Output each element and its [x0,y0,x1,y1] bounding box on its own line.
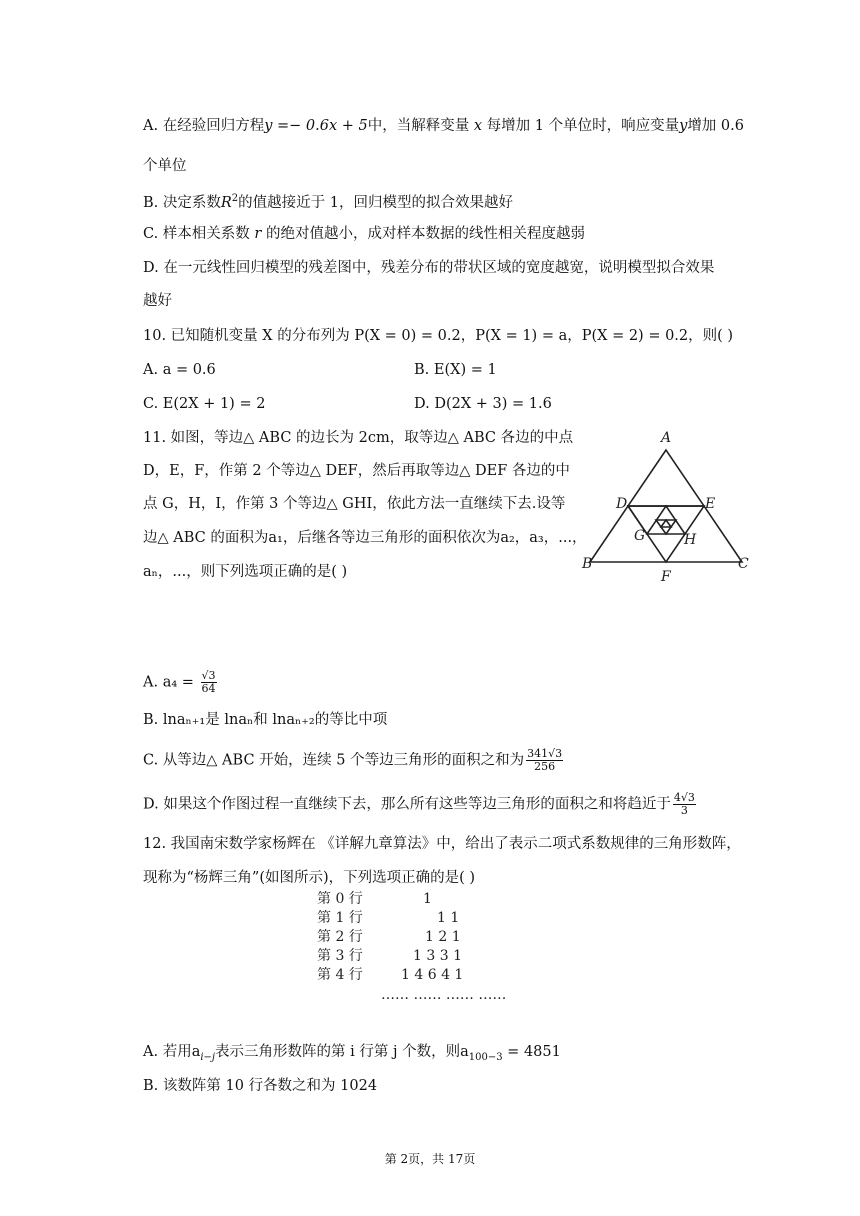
q9-a-prefix: A. 在经验回归方程 [143,118,265,134]
q12-a-pre: A. 若用a [143,1044,201,1060]
q10-option-c: C. E(2X + 1) = 2 [143,396,266,412]
q9-b-text2: 的值越接近于 1，回归模型的拟合效果越好 [238,194,514,211]
q12-a-sub2: 100−3 [468,1051,503,1063]
q11-d-num: 4√3 [673,791,695,804]
yh-row-label: 第 0 行 [317,891,363,907]
label-g: G [634,528,646,544]
q9-option-a [143,116,744,136]
label-c: C [738,556,749,572]
label-h: H [684,532,697,548]
yh-row-label: 第 2 行 [317,929,363,945]
q11-d-frac [673,792,696,817]
q9-a-y: y [679,118,688,134]
q12-a-end: = 4851 [502,1044,561,1060]
yh-row-label: 第 3 行 [317,948,363,964]
q9-option-c [143,224,585,244]
q9-c-text1: C. 样本相关系数 [143,226,250,242]
q9-c-text2: 的绝对值越小，成对样本数据的线性相关程度越弱 [265,226,585,242]
q11-c-frac [526,748,563,773]
q11-option-b: B. lnaₙ₊₁是 lnaₙ和 lnaₙ₊₂的等比中项 [143,712,388,728]
label-b: B [582,556,593,572]
yh-row-nums: 1 [423,891,432,907]
q11-c-pre: C. 从等边△ ABC 开始，连续 5 个等边三角形的面积之和为 [143,752,525,769]
label-a: A [661,430,672,446]
q9-a-line2: 个单位 [143,158,187,174]
yh-row-nums: 1 3 3 1 [413,948,462,964]
q11-line5: aₙ，...，则下列选项正确的是( ) [143,564,348,580]
q9-option-b: B. 决定系数$R^2$的值越接近于 1，回归模型的拟合效果越好 [143,193,514,211]
yh-row-label: 第 4 行 [317,967,363,983]
q11-a-frac [201,670,217,695]
q11-a-den: 64 [201,682,216,695]
label-e: E [705,496,716,512]
q11-c-num: 341√3 [527,747,563,760]
yh-row-nums: 1 1 [437,910,460,926]
q11-line4: 边△ ABC 的面积为a₁，后继各等边三角形的面积依次为a₂，a₃，...， [143,530,587,546]
q12-option-a [143,1042,561,1068]
q11-line1: 11. 如图，等边△ ABC 的边长为 2cm，取等边△ ABC 各边的中点 [143,430,574,446]
triangle-5 [661,520,671,527]
q12-a-sub: i−j [200,1051,216,1063]
yh-dots: …… …… …… …… [381,987,507,1003]
q9-c-r: r [254,226,262,242]
q11-a-num: √3 [201,669,216,682]
q9-a-mid2: 每增加 1 个单位时，响应变量 [486,118,680,134]
q12-line2: 现称为“杨辉三角”(如图所示)，下列选项正确的是( ) [143,870,476,886]
q10-option-a: A. a = 0.6 [143,362,216,378]
nested-triangles-figure [580,428,755,588]
yh-row-nums: 1 4 6 4 1 [401,967,464,983]
yh-row-label: 第 1 行 [317,910,363,926]
q11-c-den: 256 [534,760,556,773]
q11-d-pre: D. 如果这个作图过程一直继续下去，那么所有这些等边三角形的面积之和将趋近于 [143,796,671,813]
q9-b-r: R [220,194,232,211]
label-f: F [661,569,671,585]
q10-stem: 10. 已知随机变量 X 的分布列为 P(X = 0) = 0.2，P(X = 1) = a，P(X = 2) = 0.2，则( ) [143,328,734,344]
q9-option-d-line1: D. 在一元线性回归模型的残差图中，残差分布的带状区域的宽度越宽，说明模型拟合效果 [143,260,715,276]
q12-option-b: B. 该数阵第 10 行各数之和为 1024 [143,1078,378,1094]
q12-line1: 12. 我国南宋数学家杨辉在 《详解九章算法》中，给出了表示二项式系数规律的三角形数阵， [143,836,741,852]
q9-option-d-line2: 越好 [143,293,172,309]
q9-a-mid: 中，当解释变量 [367,118,470,134]
q9-a-x: x [473,118,483,134]
q11-option-d [143,792,698,817]
q11-line3: 点 G，H，I，作第 3 个等边△ GHI，依此方法一直继续下去.设等 [143,496,566,512]
q10-option-d: D. D(2X + 3) = 1.6 [414,396,552,412]
label-d: D [616,496,628,512]
q11-option-c [143,748,565,773]
yh-row-nums: 1 2 1 [425,929,461,945]
q11-line2: D，E，F，作第 2 个等边△ DEF，然后再取等边△ DEF 各边的中 [143,463,570,479]
q9-b-text1: B. 决定系数 [143,194,221,211]
q10-option-b: B. E(X) = 1 [414,362,497,378]
q11-a-pre: A. a₄ = [143,674,194,691]
q9-a-equation: y =− 0.6x + 5 [264,118,368,134]
q11-d-den: 3 [680,804,688,817]
q12-a-mid: 表示三角形数阵的第 i 行第 j 个数，则a [215,1044,469,1060]
q11-option-a [143,670,219,695]
page-footer: 第 2页，共 17页 [384,1152,476,1166]
q9-a-end: 增加 0.6 [687,118,744,134]
